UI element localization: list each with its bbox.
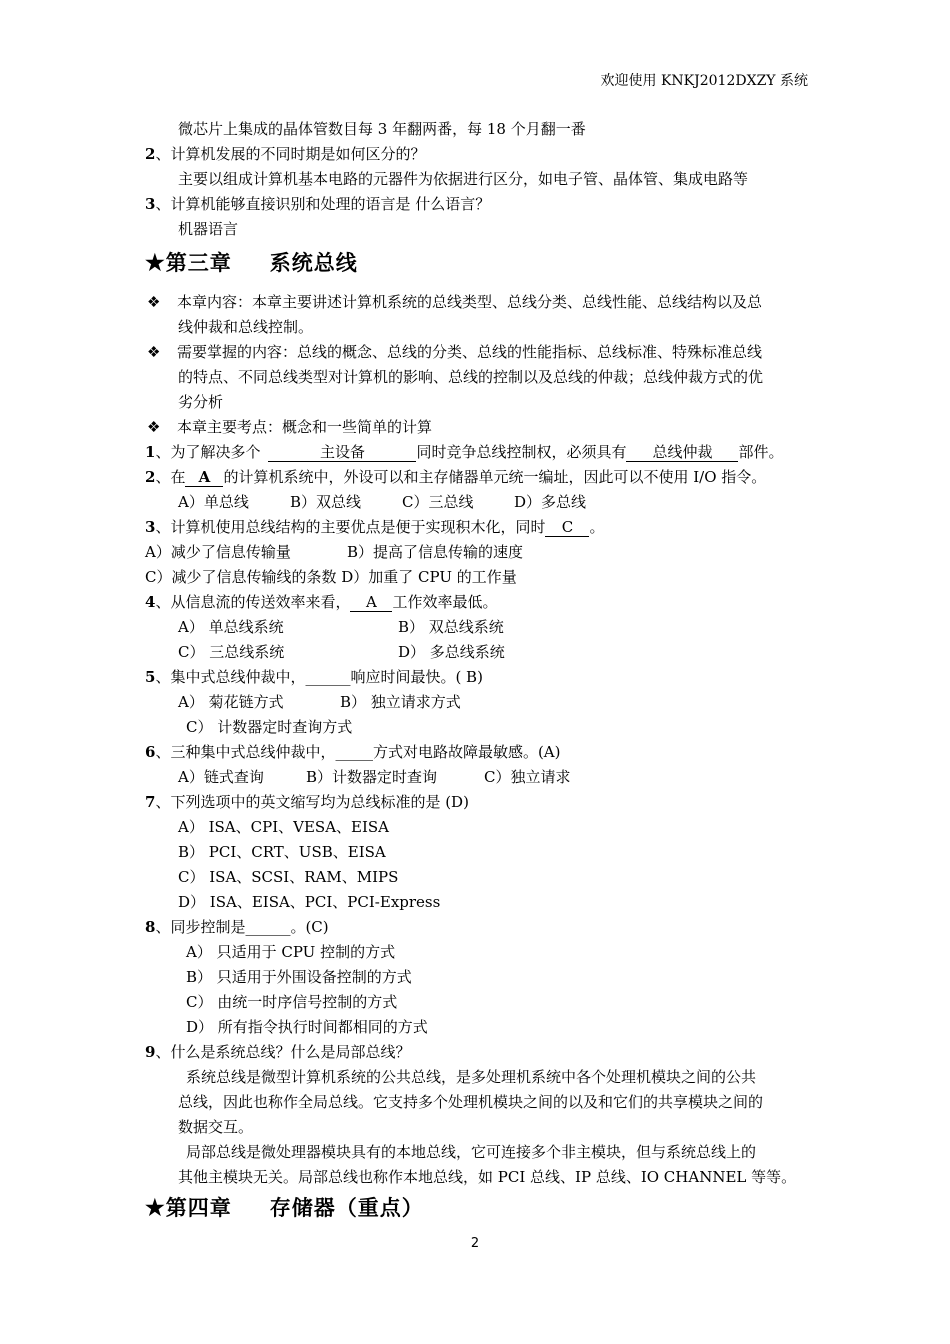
ch3-q2-options <box>178 492 586 512</box>
option-c: C）三总线 <box>402 493 474 511</box>
answer-blank: A <box>350 594 392 612</box>
answer-9-line-1: 系统总线是微型计算机系统的公共总线，是多处理机系统中各个处理机模块之间的公共 <box>186 1068 757 1086</box>
ch3-question-9 <box>145 1042 410 1062</box>
question-text: 、三种集中式总线仲裁中，_____方式对电路故障最敏感。(A) <box>155 743 561 761</box>
option-b: B）提高了信息传输的速度 <box>347 543 524 561</box>
ch3-q3-options-row1 <box>145 542 523 562</box>
answer-3: 机器语言 <box>178 220 239 238</box>
question-text: 、计算机发展的不同时期是如何区分的？ <box>155 145 426 163</box>
diamond-bullet-icon: ❖ <box>147 343 161 361</box>
bullet-intro-2-cont2: 劣分析 <box>178 393 224 411</box>
option-a: A） 菊花链方式 <box>178 693 284 711</box>
question-text: 、在 <box>155 468 186 486</box>
option-d: D） ISA、EISA、PCI、PCI-Express <box>178 893 441 911</box>
question-2 <box>145 144 425 164</box>
question-text: 同时竞争总线控制权，必须具有 <box>416 443 627 461</box>
answer-9-line-5: 其他主模块无关。局部总线也称作本地总线，如 PCI 总线、IP 总线、IO CHANNEL 等等。 <box>178 1168 797 1186</box>
question-text: 工作效率最低。 <box>392 593 498 611</box>
page-number: 2 <box>470 1236 480 1251</box>
bullet-intro-2 <box>147 342 762 362</box>
bullet-intro-3 <box>147 417 432 437</box>
bullet-text: 本章主要考点：概念和一些简单的计算 <box>177 418 433 436</box>
option-a: A）链式查询 <box>178 768 264 786</box>
option-c: C） 由统一时序信号控制的方式 <box>186 993 398 1011</box>
question-text: 、集中式总线仲裁中，______响应时间最快。( B) <box>155 668 483 686</box>
question-number: 6 <box>145 743 156 761</box>
ch3-question-1 <box>145 442 783 462</box>
answer-2: 主要以组成计算机基本电路的元器件为依据进行区分，如电子管、晶体管、集成电路等 <box>178 170 749 188</box>
question-number: 7 <box>145 793 156 811</box>
question-text: 、下列选项中的英文缩写均为总线标准的是 (D) <box>155 793 469 811</box>
answer-blank: C <box>545 519 589 537</box>
answer-moore: 微芯片上集成的晶体管数目每 3 年翻两番，每 18 个月翻一番 <box>178 120 586 138</box>
ch3-question-6 <box>145 742 560 762</box>
ch3-q5-options-row1 <box>178 692 461 712</box>
ch3-question-4 <box>145 592 497 612</box>
question-number: 1 <box>145 443 156 461</box>
question-number: 3 <box>145 518 156 536</box>
answer-9-line-3: 数据交互。 <box>178 1118 254 1136</box>
ch3-q4-options-row1 <box>178 617 504 637</box>
question-text: 、什么是系统总线？什么是局部总线？ <box>155 1043 411 1061</box>
option-c: C）独立请求 <box>484 768 571 786</box>
bullet-intro-2-cont: 的特点、不同总线类型对计算机的影响、总线的控制以及总线的仲裁；总线仲裁方式的优 <box>178 368 764 386</box>
question-text: 、为了解决多个 <box>155 443 261 461</box>
option-d: D） 所有指令执行时间都相同的方式 <box>186 1018 428 1036</box>
option-a: A） 只适用于 CPU 控制的方式 <box>186 943 396 961</box>
question-number: 4 <box>145 593 156 611</box>
ch3-question-7 <box>145 792 469 812</box>
ch3-q3-options-row2: C）减少了信息传输线的条数 D）加重了 CPU 的工作量 <box>145 568 517 586</box>
chapter-number: 第四章 <box>165 1195 232 1220</box>
ch3-question-3 <box>145 517 604 537</box>
option-c: C） 三总线系统 <box>178 643 285 661</box>
chapter-3-heading <box>145 247 358 277</box>
chapter-4-heading <box>145 1192 424 1222</box>
answer-blank: 主设备 <box>268 444 416 462</box>
chapter-subject: 存储器（重点） <box>269 1195 424 1220</box>
bullet-intro-1-cont: 线仲裁和总线控制。 <box>178 318 314 336</box>
star-icon: ★ <box>145 1195 166 1221</box>
ch3-question-5 <box>145 667 483 687</box>
question-text: 。 <box>589 518 605 536</box>
answer-blank: 总线仲裁 <box>626 444 738 462</box>
question-number: 9 <box>145 1043 156 1061</box>
question-number: 2 <box>145 145 156 163</box>
option-b: B） 双总线系统 <box>398 618 504 636</box>
option-b: B） 独立请求方式 <box>340 693 461 711</box>
option-d: D） 多总线系统 <box>398 643 505 661</box>
ch3-q6-options <box>178 767 570 787</box>
option-c: C） 计数器定时查询方式 <box>186 718 353 736</box>
question-text: 部件。 <box>738 443 784 461</box>
diamond-bullet-icon: ❖ <box>147 293 161 311</box>
question-text: 、计算机使用总线结构的主要优点是便于实现积木化，同时 <box>155 518 546 536</box>
question-text: 、同步控制是______。(C) <box>155 918 329 936</box>
chapter-number: 第三章 <box>165 250 232 275</box>
question-number: 3 <box>145 195 156 213</box>
question-number: 8 <box>145 918 156 936</box>
ch3-q4-options-row2 <box>178 642 505 662</box>
answer-blank: A <box>185 469 223 487</box>
page-header: 欢迎使用 KNKJ2012DXZY 系统 <box>600 73 808 89</box>
option-b: B） PCI、CRT、USB、EISA <box>178 843 386 861</box>
question-text: 、从信息流的传送效率来看， <box>155 593 351 611</box>
bullet-intro-1 <box>147 292 762 312</box>
question-text: 的计算机系统中，外设可以和主存储器单元统一编址，因此可以不使用 I/O 指令。 <box>223 468 767 486</box>
question-text: 、计算机能够直接识别和处理的语言是 什么语言？ <box>155 195 491 213</box>
answer-9-line-4: 局部总线是微处理器模块具有的本地总线，它可连接多个非主模块，但与系统总线上的 <box>186 1143 757 1161</box>
bullet-text: 本章内容：本章主要讲述计算机系统的总线类型、总线分类、总线性能、总线结构以及总 <box>177 293 763 311</box>
question-number: 5 <box>145 668 156 686</box>
option-b: B） 只适用于外围设备控制的方式 <box>186 968 412 986</box>
question-3 <box>145 194 490 214</box>
ch3-question-2 <box>145 467 766 487</box>
answer-9-line-2: 总线，因此也称作全局总线。它支持多个处理机模块之间的以及和它们的共享模块之间的 <box>178 1093 764 1111</box>
option-a: A）减少了信息传输量 <box>145 543 291 561</box>
star-icon: ★ <box>145 250 166 276</box>
option-b: B）双总线 <box>290 493 362 511</box>
option-b: B）计数器定时查询 <box>306 768 438 786</box>
option-a: A） 单总线系统 <box>178 618 284 636</box>
ch3-question-8 <box>145 917 329 937</box>
option-c: C） ISA、SCSI、RAM、MIPS <box>178 868 399 886</box>
diamond-bullet-icon: ❖ <box>147 418 161 436</box>
question-number: 2 <box>145 468 156 486</box>
option-a: A） ISA、CPI、VESA、EISA <box>178 818 390 836</box>
option-a: A）单总线 <box>178 493 249 511</box>
chapter-subject: 系统总线 <box>269 250 358 275</box>
option-d: D）多总线 <box>514 493 587 511</box>
bullet-text: 需要掌握的内容：总线的概念、总线的分类、总线的性能指标、总线标准、特殊标准总线 <box>177 343 763 361</box>
